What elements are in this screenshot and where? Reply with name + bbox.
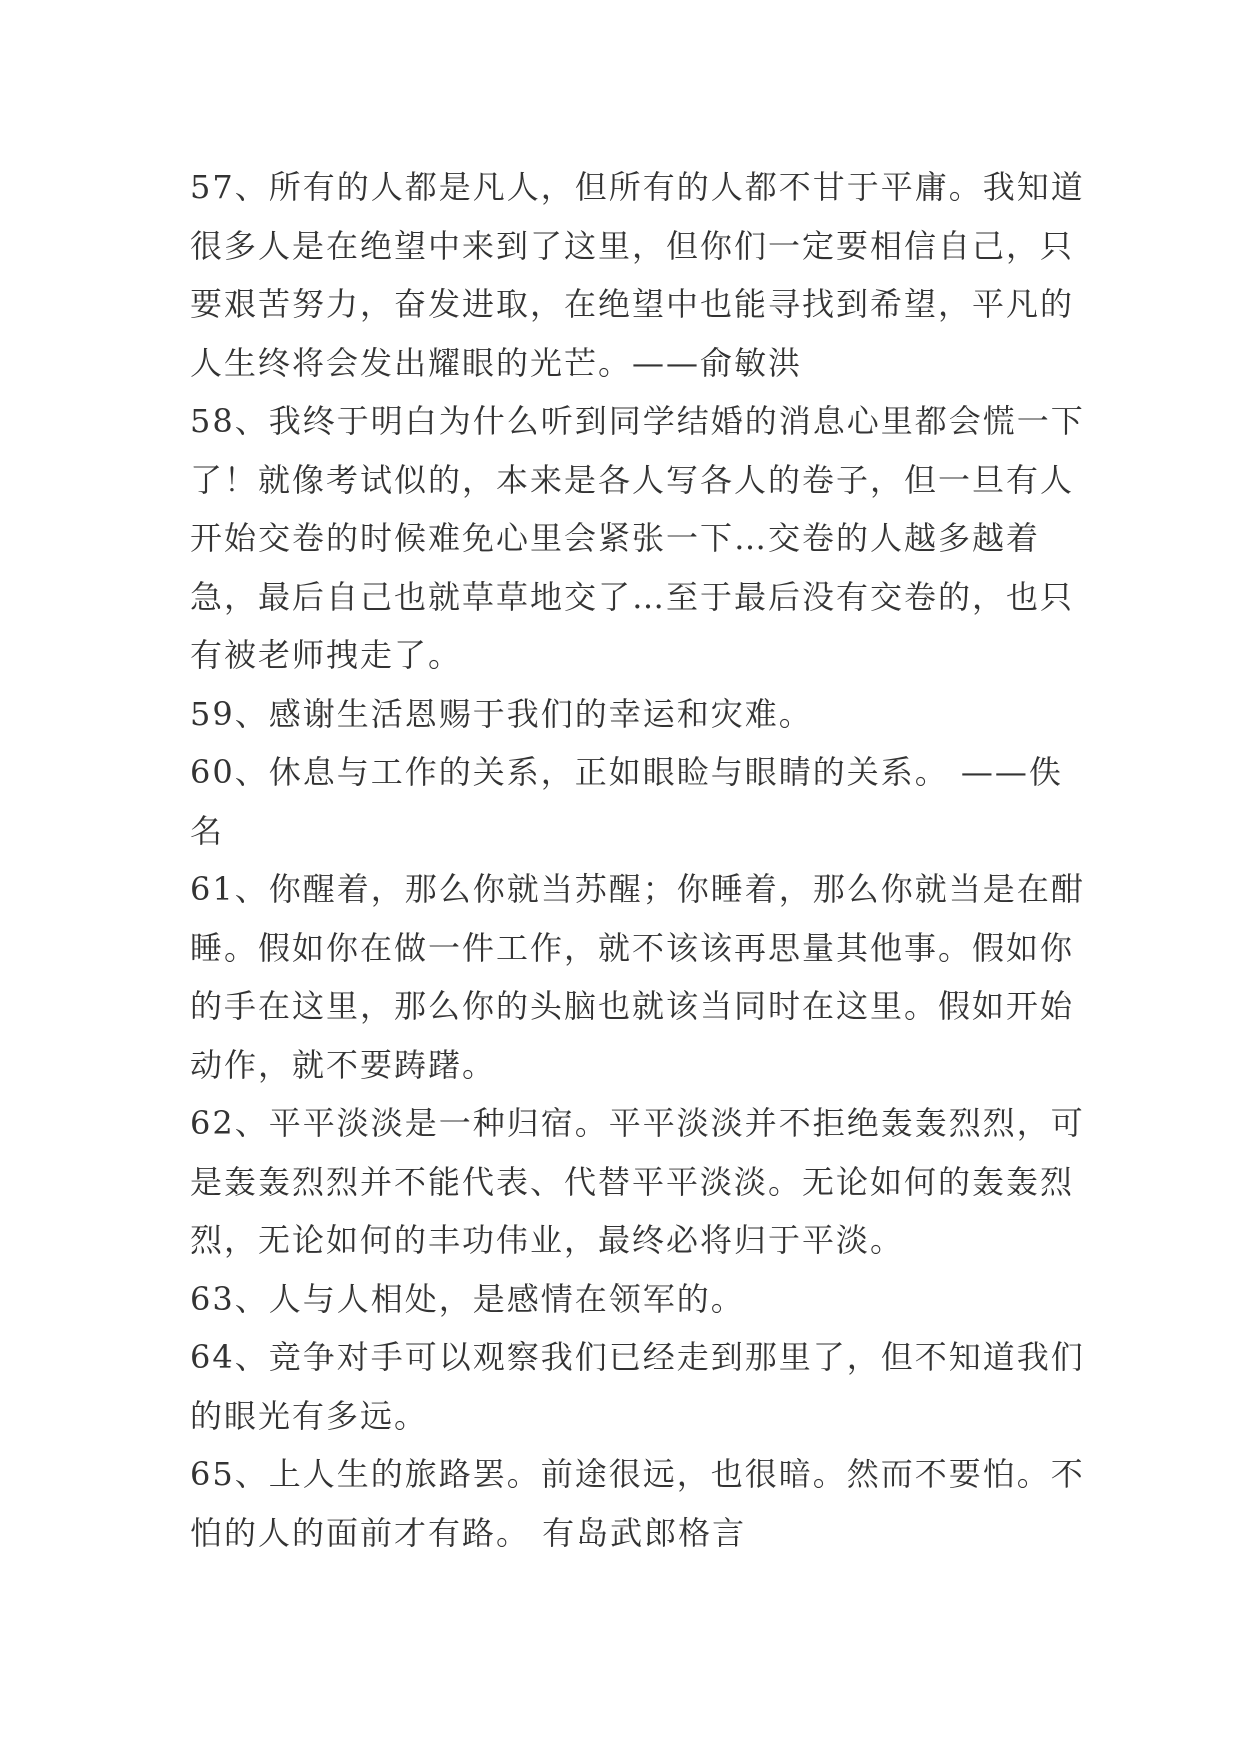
text-line: 62、平平淡淡是一种归宿。平平淡淡并不拒绝轰轰烈烈，可	[190, 1104, 1085, 1142]
text-line: 烈，无论如何的丰功伟业，最终必将归于平淡。	[190, 1221, 905, 1259]
text-line: 的眼光有多远。	[190, 1396, 429, 1435]
text-line: 很多人是在绝望中来到了这里，但你们一定要相信自己，只	[190, 226, 1075, 265]
text-line: 开始交卷的时候难免心里会紧张一下…交卷的人越多越着	[190, 519, 1041, 557]
text-line: 了！就像考试似的，本来是各人写各人的卷子，但一旦有人	[190, 460, 1075, 499]
text-line: 动作，就不要踌躇。	[190, 1045, 497, 1084]
quote-text-body	[190, 158, 1085, 1562]
text-line: 的手在这里，那么你的头脑也就该当同时在这里。假如开始	[190, 987, 1075, 1025]
text-line: 64、竞争对手可以观察我们已经走到那里了，但不知道我们	[190, 1338, 1085, 1376]
text-line: 65、上人生的旅路罢。前途很远，也很暗。然而不要怕。不	[190, 1455, 1085, 1493]
text-line: 60、休息与工作的关系，正如眼睑与眼睛的关系。 ——佚	[190, 753, 1063, 791]
text-line: 有被老师拽走了。	[190, 636, 463, 674]
text-line: 61、你醒着，那么你就当苏醒；你睡着，那么你就当是在酣	[190, 870, 1085, 908]
text-line: 59、感谢生活恩赐于我们的幸运和灾难。	[190, 694, 813, 733]
text-line: 要艰苦努力，奋发进取，在绝望中也能寻找到希望，平凡的	[190, 285, 1075, 323]
text-line: 睡。假如你在做一件工作，就不该该再思量其他事。假如你	[190, 928, 1075, 967]
text-line: 怕的人的面前才有路。 有岛武郎格言	[190, 1513, 747, 1552]
text-line: 人生终将会发出耀眼的光芒。——俞敏洪	[190, 343, 803, 382]
text-line: 58、我终于明白为什么听到同学结婚的消息心里都会慌一下	[190, 402, 1085, 440]
text-line: 急，最后自己也就草草地交了…至于最后没有交卷的，也只	[190, 577, 1075, 616]
text-line: 是轰轰烈烈并不能代表、代替平平淡淡。无论如何的轰轰烈	[190, 1162, 1075, 1201]
text-line: 63、人与人相处，是感情在领军的。	[190, 1279, 745, 1318]
text-line: 57、所有的人都是凡人，但所有的人都不甘于平庸。我知道	[190, 168, 1085, 206]
text-line: 名	[190, 811, 225, 850]
